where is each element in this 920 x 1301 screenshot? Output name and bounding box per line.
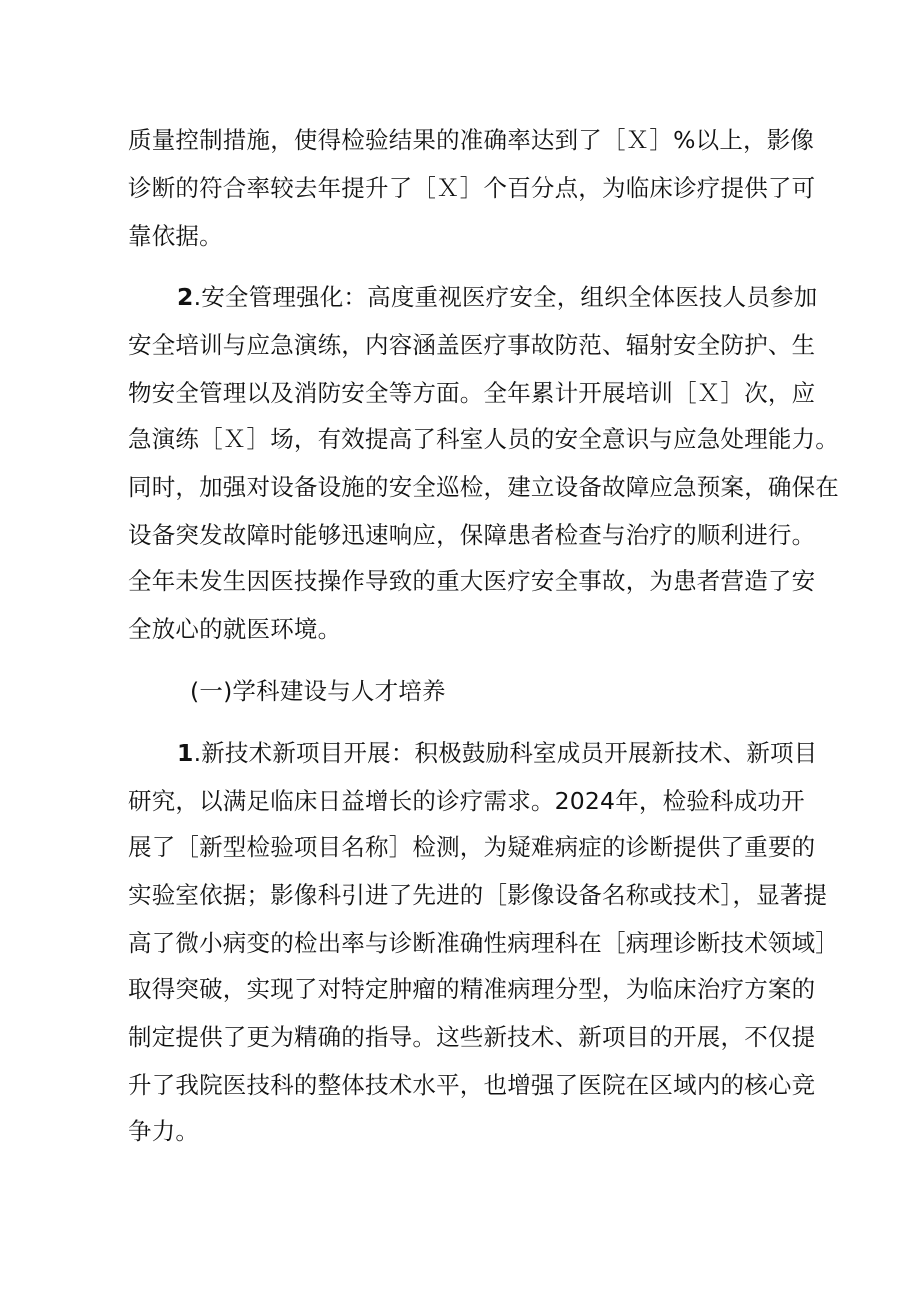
text-line: 展了［新型检验项目名称］检测，为疑难病症的诊断提供了重要的 xyxy=(128,833,816,861)
text-line: 设备突发故障时能够迅速响应，保障患者检查与治疗的顺利进行。 xyxy=(128,521,816,549)
text-line: 制定提供了更为精确的指导。这些新技术、新项目的开展，不仅提 xyxy=(128,1023,816,1051)
paragraph-safety-first-line xyxy=(177,282,817,312)
text-line: 诊断的符合率较去年提升了［Ｘ］个百分点，为临床诊疗提供了可 xyxy=(128,174,816,202)
text-line: 物安全管理以及消防安全等方面。全年累计开展培训［Ｘ］次，应 xyxy=(128,379,816,407)
text-line: .安全管理强化：高度重视医疗安全，组织全体医技人员参加 xyxy=(193,283,818,311)
text-line: 急演练［Ｘ］场，有效提高了科室人员的安全意识与应急处理能力。 xyxy=(128,425,839,453)
text-line: .新技术新项目开展：积极鼓励科室成员开展新技术、新项目 xyxy=(193,739,818,767)
text-line: 靠依据。 xyxy=(128,222,223,250)
text-line: 全放心的就医环境。 xyxy=(128,615,342,643)
item-number: 2 xyxy=(177,283,194,311)
item-number: 1 xyxy=(177,739,194,767)
text-line: 高了微小病变的检出率与诊断准确性病理科在［病理诊断技术领域］ xyxy=(128,929,839,957)
text-line: 全年未发生因医技操作导致的重大医疗安全事故，为患者营造了安 xyxy=(128,567,816,595)
text-line: 升了我院医技科的整体技术水平，也增强了医院在区域内的核心竞 xyxy=(128,1071,816,1099)
text-line: 取得突破，实现了对特定肿瘤的精准病理分型，为临床治疗方案的 xyxy=(128,975,816,1003)
text-line: 研究，以满足临床日益增长的诊疗需求。2024年，检验科成功开 xyxy=(128,787,805,815)
text-line: 争力。 xyxy=(128,1117,200,1145)
paragraph-tech-first-line xyxy=(177,738,817,768)
text-line: 实验室依据；影像科引进了先进的［影像设备名称或技术］，显著提 xyxy=(128,881,828,909)
text-line: 质量控制措施，使得检验结果的准确率达到了［Ｘ］%以上，影像 xyxy=(128,126,815,154)
section-heading: (一)学科建设与人才培养 xyxy=(190,677,446,705)
text-line: 同时，加强对设备设施的安全巡检，建立设备故障应急预案，确保在 xyxy=(128,473,839,501)
text-line: 安全培训与应急演练，内容涵盖医疗事故防范、辐射安全防护、生 xyxy=(128,331,816,359)
